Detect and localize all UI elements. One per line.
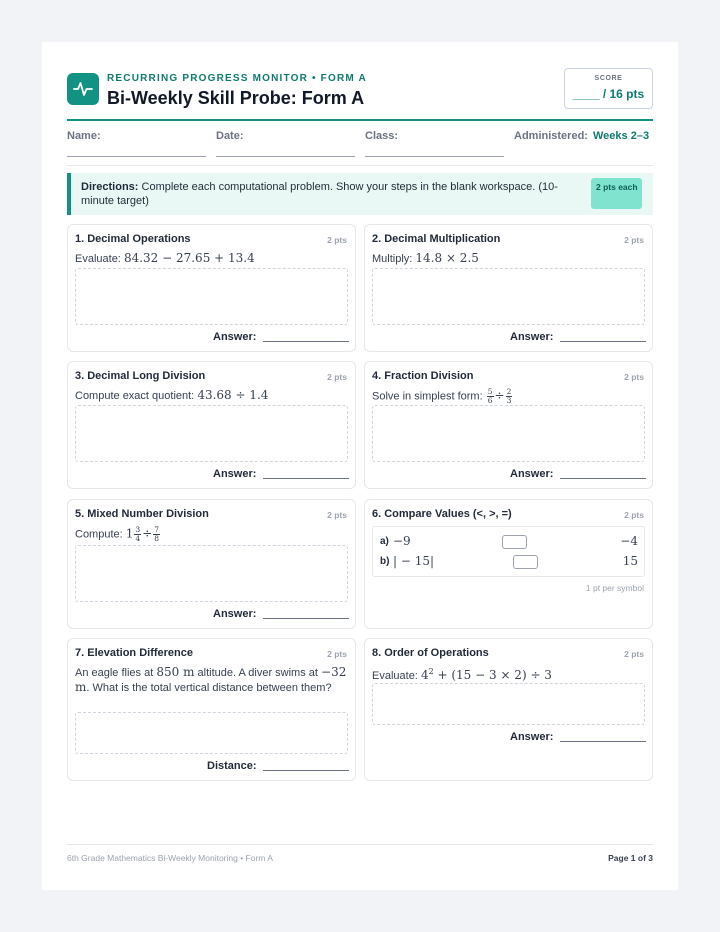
answer-label: Answer:	[510, 731, 554, 743]
prompt-text: Compute:	[75, 528, 123, 541]
symbol-input[interactable]	[502, 535, 527, 549]
problem-card-5	[67, 499, 356, 629]
row-letter: a)	[380, 536, 389, 547]
problem-title: 8. Order of Operations	[372, 647, 489, 659]
denominator: 3	[506, 396, 512, 405]
directions-box	[67, 173, 653, 215]
compare-row	[373, 533, 646, 551]
footer-divider	[67, 844, 653, 845]
fraction	[487, 388, 494, 405]
math-expression: 84.32 − 27.65 + 13.4	[123, 251, 255, 265]
prompt-text: Solve in simplest form:	[372, 390, 483, 403]
workspace-area[interactable]	[75, 712, 348, 754]
problem-prompt	[372, 665, 552, 683]
administered-value: Weeks 2–3	[593, 130, 650, 142]
answer-field[interactable]	[560, 741, 646, 742]
math-expression: 43.68 ÷ 1.4	[197, 388, 269, 402]
problem-prompt	[75, 388, 268, 403]
denominator: 4	[135, 534, 141, 543]
numerator: 2	[506, 387, 512, 396]
answer-field[interactable]	[263, 770, 349, 771]
problem-points: 2 pts	[624, 510, 644, 520]
problem-title: 7. Elevation Difference	[75, 647, 193, 659]
score-value: ____ / 16 pts	[572, 87, 645, 101]
left-value: | − 15|	[393, 554, 435, 568]
class-label: Class:	[365, 130, 399, 142]
prompt-text: altitude. A diver swims at	[194, 667, 318, 679]
expression-rest: + (15 − 3 × 2) ÷ 3	[433, 668, 552, 682]
problem-title: 1. Decimal Operations	[75, 233, 191, 245]
operator: ÷	[142, 526, 153, 541]
prompt-text: Evaluate:	[75, 253, 121, 265]
math-expression	[421, 668, 552, 682]
answer-label: Answer:	[213, 608, 257, 620]
problem-points: 2 pts	[327, 649, 347, 659]
problem-card-7	[67, 638, 356, 781]
problem-points: 2 pts	[327, 372, 347, 382]
points-badge: 2 pts each	[591, 178, 642, 209]
problem-card-4	[364, 361, 653, 489]
left-value: −9	[393, 534, 411, 548]
score-label: SCORE	[594, 75, 623, 82]
workspace-area[interactable]	[372, 683, 645, 725]
problem-prompt	[75, 251, 255, 266]
whole-number: 1	[125, 526, 134, 541]
problem-points: 2 pts	[624, 235, 644, 245]
compare-row	[373, 553, 646, 571]
right-value: 15	[622, 554, 638, 568]
row-letter: b)	[380, 556, 390, 567]
compare-table	[372, 526, 645, 577]
problem-title: 5. Mixed Number Division	[75, 508, 209, 520]
problem-title: 6. Compare Values (<, >, =)	[372, 508, 512, 520]
base: 4	[420, 668, 429, 682]
prompt-text: Multiply:	[372, 253, 413, 265]
directions-lead: Directions:	[81, 181, 139, 193]
problem-card-8	[364, 638, 653, 781]
answer-field[interactable]	[263, 618, 349, 619]
date-field[interactable]	[216, 156, 355, 157]
workspace-area[interactable]	[372, 405, 645, 462]
date-label: Date:	[216, 130, 244, 142]
math-expression: 14.8 × 2.5	[415, 251, 479, 265]
name-field[interactable]	[67, 156, 206, 157]
header-kicker: RECURRING PROGRESS MONITOR • FORM A	[107, 73, 367, 84]
problem-card-1	[67, 224, 356, 352]
class-field[interactable]	[365, 156, 504, 157]
problem-points: 2 pts	[624, 649, 644, 659]
problem-title: 2. Decimal Multiplication	[372, 233, 501, 245]
prompt-text: Compute exact quotient:	[75, 390, 195, 402]
answer-label: Answer:	[213, 331, 257, 343]
name-label: Name:	[67, 130, 101, 142]
problem-card-3	[67, 361, 356, 489]
answer-field[interactable]	[263, 478, 349, 479]
header-divider	[67, 119, 653, 121]
answer-field[interactable]	[560, 478, 646, 479]
problem-prompt	[372, 251, 479, 266]
workspace-area[interactable]	[75, 405, 348, 462]
problem-prompt	[75, 526, 161, 543]
administered-label: Administered:	[514, 130, 588, 142]
page-title: Bi-Weekly Skill Probe: Form A	[107, 88, 365, 108]
problem-points: 2 pts	[624, 372, 644, 382]
prompt-text: . What is the total vertical distance between them?	[86, 682, 332, 694]
pulse-icon	[67, 73, 99, 105]
footer-course: 6th Grade Mathematics Bi-Weekly Monitoring • Form A	[67, 853, 273, 863]
page-number: Page 1 of 3	[608, 853, 653, 863]
denominator: 8	[154, 534, 160, 543]
denominator: 6	[487, 396, 493, 405]
worksheet-page	[42, 42, 678, 890]
problem-title: 4. Fraction Division	[372, 370, 474, 382]
problem-card-2	[364, 224, 653, 352]
problem-card-6	[364, 499, 653, 629]
numerator: 7	[154, 525, 160, 534]
fraction	[506, 388, 513, 405]
answer-field[interactable]	[560, 341, 646, 342]
exponent: 2	[428, 667, 434, 676]
answer-label: Answer:	[510, 331, 554, 343]
operator: ÷	[494, 388, 505, 403]
problem-title: 3. Decimal Long Division	[75, 370, 206, 382]
fraction	[153, 526, 160, 543]
answer-label: Answer:	[510, 468, 554, 480]
workspace-area[interactable]	[75, 545, 348, 602]
score-box	[564, 68, 653, 109]
workspace-area[interactable]	[372, 268, 645, 325]
answer-field[interactable]	[263, 341, 349, 342]
answer-label: Distance:	[207, 760, 257, 772]
right-value: −4	[620, 534, 638, 548]
prompt-text: An eagle flies at	[75, 667, 157, 679]
problem-points: 2 pts	[327, 235, 347, 245]
scoring-note: 1 pt per symbol	[585, 583, 644, 593]
math-value: −32 m	[75, 665, 347, 694]
fraction	[134, 526, 141, 543]
numerator: 5	[487, 387, 493, 396]
numerator: 3	[135, 525, 141, 534]
problem-points: 2 pts	[327, 510, 347, 520]
math-value: 850 m	[156, 665, 195, 679]
info-divider	[67, 165, 653, 166]
directions-text	[81, 180, 571, 208]
prompt-text: Evaluate:	[372, 670, 418, 682]
directions-body: Complete each computational problem. Show your steps in the blank workspace. (10-minute target)	[81, 181, 558, 207]
workspace-area[interactable]	[75, 268, 348, 325]
problem-prompt	[372, 388, 513, 405]
answer-label: Answer:	[213, 468, 257, 480]
problem-prompt	[75, 665, 347, 695]
symbol-input[interactable]	[513, 555, 538, 569]
